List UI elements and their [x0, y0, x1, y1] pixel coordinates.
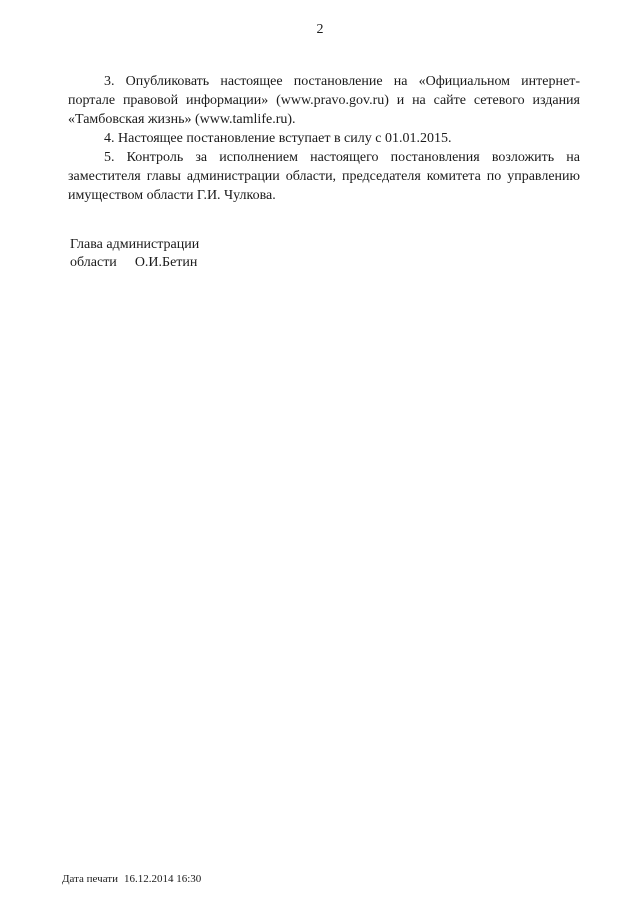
print-date-label: Дата печати [62, 873, 118, 885]
signatory-name: О.И.Бетин [134, 255, 198, 270]
signature-title-line2: области [70, 255, 117, 270]
document-body [68, 72, 580, 205]
paragraph-5: 5. Контроль за исполнением настоящего постановления возложить на заместителя главы администрации области, председателя комитета по управлению имуществом области Г.И. Чулкова. [68, 150, 580, 203]
paragraph-4: 4. Настоящее постановление вступает в силу с 01.01.2015. [104, 131, 452, 146]
print-date-footer [62, 873, 201, 885]
print-date-value: 16.12.2014 16:30 [124, 873, 202, 885]
paragraph-3: 3. Опубликовать настоящее постановление на «Официальном интернет-портале правовой информации» (www.pravo.gov.ru) и на сайте сетевого издания «Тамбовская жизнь» (www.tamlife.ru). [68, 74, 580, 127]
page-number: 2 [316, 22, 324, 37]
signature-title-line1: Глава администрации [70, 237, 200, 252]
signature-line2 [70, 254, 370, 272]
signature-block [70, 236, 370, 272]
